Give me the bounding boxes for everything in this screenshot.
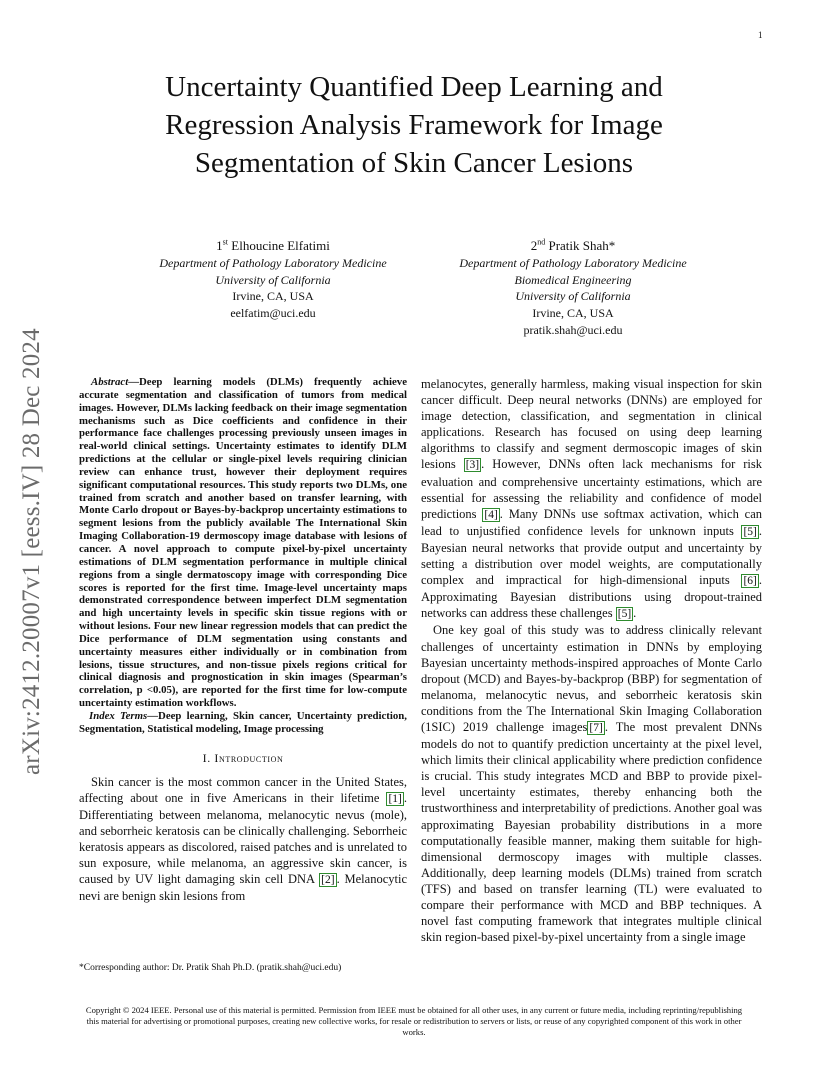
author-affiliation: University of California <box>515 289 631 304</box>
citation-link[interactable]: [6] <box>743 575 757 588</box>
section-heading: I. Introduction <box>202 750 284 765</box>
title-line: Segmentation of Skin Cancer Lesions <box>194 147 634 179</box>
citation-link[interactable]: [5] <box>617 608 632 621</box>
author-email[interactable]: eelfatim@uci.edu <box>230 306 316 321</box>
author-affiliation: University of California <box>215 272 331 287</box>
title-line: Regression Analysis Framework for Image <box>165 109 663 141</box>
title-line: Uncertainty Quantified Deep Learning and <box>165 71 663 103</box>
paper-title <box>80 68 748 182</box>
author-email[interactable]: pratik.shah@uci.edu <box>523 322 623 337</box>
author-block-2 <box>408 238 738 339</box>
copyright-notice: Copyright © 2024 IEEE. Personal use of this material is permitted. Permission from IEEE must be obtained for all other uses, in any current or future media, including reprinting/republishing this material for advertising or promotional purposes, creating new collective works, for resale or redistribution to servers or lists, or reuse of any copyrighted component of this work in other works. <box>85 1005 743 1038</box>
arxiv-identifier[interactable]: arXiv:2412.20007v1 [eess.IV] 28 Dec 2024 <box>18 328 45 775</box>
author-location: Irvine, CA, USA <box>232 289 314 304</box>
citation-link[interactable]: [7] <box>589 721 603 734</box>
citation-link[interactable]: [4] <box>484 508 498 521</box>
citation-link[interactable]: [2] <box>321 874 335 887</box>
abstract-label: Abstract <box>91 376 129 388</box>
author-affiliation: Biomedical Engineering <box>514 272 632 287</box>
citation-link[interactable]: [1] <box>388 792 402 805</box>
index-terms-text: —Deep learning, Skin cancer, Uncertainty prediction, Segmentation, Statistical modeling, Image processing <box>79 709 407 735</box>
author-affiliation: Department of Pathology Laboratory Medicine <box>459 255 687 270</box>
citation-link[interactable]: [5] <box>743 525 757 538</box>
body-paragraph: melanocytes, generally harmless, making visual inspection for skin cancer difficult. Deep neural networks (DNNs) are employed for image detection, classification, and segmentation in clinical applications. Research has focused on using deep learning algorithms to classify and segment dermoscopic images of skin lesions [3] . However, DNNs often lack mechanisms for risk evaluation and comprehensive uncertainty estimations, which are essential for assessing the reliability and confidence of model predictions [4] . Many DNNs use softmax activation, which can lead to unjustified confidence levels for unknown inputs [5] . Bayesian neural networks that provide output and uncertainty by setting a distribution over model weights, are computationally complex and impractical for high-dimensional inputs [6] . Approximating Bayesian distributions using dropout-trained networks can address these challenges [5] . <box>421 377 762 621</box>
intro-paragraph: Skin cancer is the most common cancer in the United States, affecting about one in five Americans in their lifetime [1] . Differentiating between melanoma, melanocytic nevus (mole), and seborrheic keratosis can be clinically challenging. Seborrheic keratosis appears as discolored, raised patches and is unrelated to sun exposure, while melanoma, an aggressive skin cancer, is caused by UV light damaging skin cell DNA [2] . Melanocytic nevi are benign skin lesions from <box>79 774 407 904</box>
author-location: Irvine, CA, USA <box>532 306 614 321</box>
corresponding-author-footnote: *Corresponding author: Dr. Pratik Shah Ph.D. (pratik.shah@uci.edu) <box>79 963 342 973</box>
abstract <box>79 376 407 710</box>
right-column <box>421 376 762 945</box>
left-column <box>79 376 407 904</box>
author-name: 1st Elhoucine Elfatimi <box>216 237 330 253</box>
body-paragraph: One key goal of this study was to address clinically relevant challenges of uncertainty estimation in DNNs by employing Bayesian uncertainty methods-inspired approaches of Monte Carlo dropout (MCD) and Bayes-by-backprop (BBP) for segmentation of melanoma, melanocytic nevus, and seborrheic keratosis skin conditions from the The International Skin Imaging Collaboration (1SIC) 2019 challenge images [7] . The most prevalent DNNs models do not to quantify prediction uncertainty at the pixel level, which limits their clinical applicability where prediction confidence is crucial. This study integrates MCD and BBP to provide pixel-level uncertainty estimates, thereby enhancing both the trustworthiness and interpretability of predictions. Another goal was approximating Bayesian probability distributions in a more computationally feasible manner, making them suitable for high-dimensional dermoscopy images with multiple classes. Additionally, deep learning models (DLMs) trained from scratch (TFS) and based on transfer learning (TL) were evaluated to compare their performance with MCD and BBP techniques. A novel fast computing framework that integrates multiple clinical skin region-based pixel-by-pixel uncertainty from a single image <box>421 623 762 945</box>
page-number: 1 <box>758 30 763 40</box>
author-affiliation: Department of Pathology Laboratory Medicine <box>159 255 387 270</box>
index-terms-label: Index Terms <box>89 709 148 722</box>
citation-link[interactable]: [3] <box>465 459 480 472</box>
index-terms <box>79 710 407 736</box>
author-block-1 <box>108 238 438 322</box>
author-name: 2nd Pratik Shah* <box>530 237 616 253</box>
abstract-text: —Deep learning models (DLMs) frequently achieve accurate segmentation and classification of tumors from medical images. However, DLMs lacking feedback on their image segmentation mechanisms such as Dice coefficients and confidence in their performance face challenges processing previously unseen images in real-world clinical settings. Uncertainty estimates to identify DLM predictions at the cellular or single-pixel levels requiring clinician review can enhance trust, however their deployment requires significant computational resources. This study reports two DLMs, one trained from scratch and another based on transfer learning, with Monte Carlo dropout or Bayes-by-backprop uncertainty estimations to segment lesions from the publicly available The International Skin Imaging Collaboration-19 dermoscopy image database with lesions of cancer. A novel approach to compute pixel-by-pixel uncertainty estimations of DLM segmentation performance in multiple clinical regions from a single dermatoscopy image with corresponding Dice scores is reported for the first time. Image-level uncertainty maps demonstrated correspondence between imperfect DLM segmentation and high uncertainty levels in specific skin tissue regions with or without lesions. Four new linear regression models that can predict the Dice performance of DLM segmentation using constants and uncertainty measures either individually or in combination from lesions, tissue structures, and non-tissue pixels regions critical for clinical diagnosis and prognostication in skin images (Spearman’s correlation, p <0.05), are reported for the first time for low-compute uncertainty estimation workflows. <box>79 376 407 710</box>
